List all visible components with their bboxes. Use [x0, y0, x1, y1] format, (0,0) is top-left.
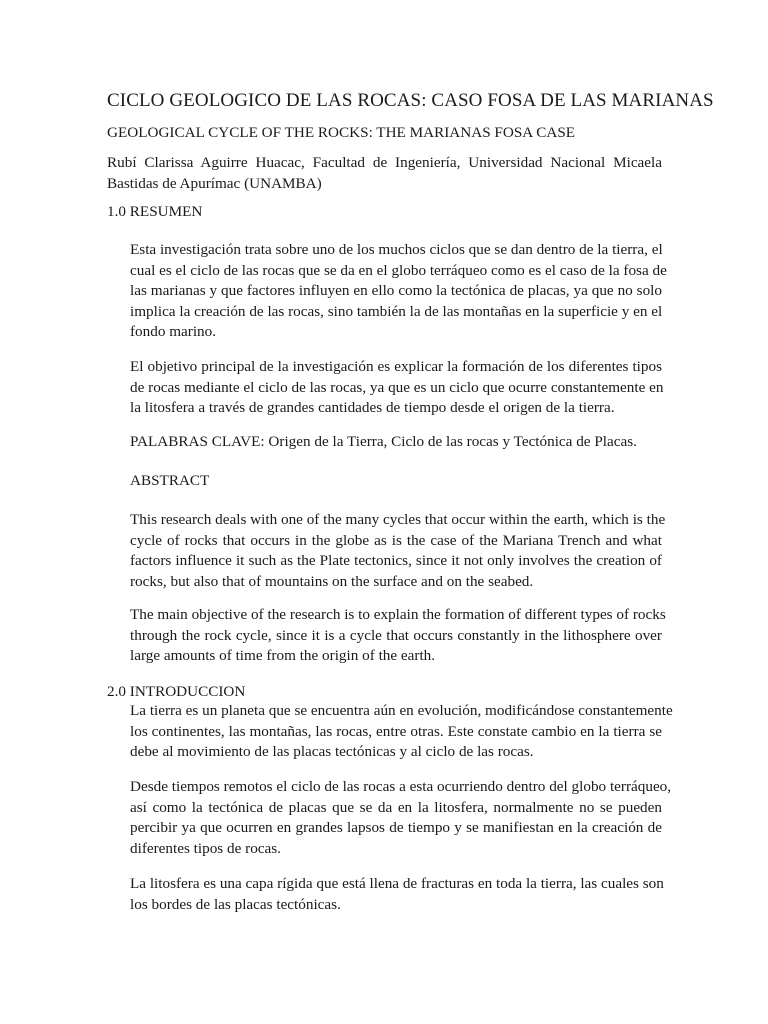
text-line: así como la tectónica de placas que se da en la litosfera, normalmente no se pueden — [130, 798, 662, 816]
introduccion-paragraph-3 — [130, 874, 662, 915]
keywords: PALABRAS CLAVE: Origen de la Tierra, Ciclo de las rocas y Tectónica de Placas. — [130, 433, 637, 450]
text-line: percibir ya que ocurren en grandes lapsos de tiempo y se manifiestan en la creación de — [130, 819, 662, 836]
text-line: El objetivo principal de la investigación es explicar la formación de los diferentes tipos — [130, 358, 662, 375]
text-line: cycle of rocks that occurs in the globe as is the case of the Mariana Trench and what — [130, 531, 662, 549]
abstract-paragraph-1 — [130, 510, 666, 592]
text-line: de rocas mediante el ciclo de las rocas, ya que es un ciclo que ocurre constantemente en — [130, 378, 664, 396]
paper-title: CICLO GEOLOGICO DE LAS ROCAS: CASO FOSA DE LAS MARIANAS — [107, 90, 714, 111]
text-line: La tierra es un planeta que se encuentra aún en evolución, modificándose constantemente — [130, 702, 673, 719]
section-heading-resumen: 1.0 RESUMEN — [107, 203, 203, 220]
text-line: los bordes de las placas tectónicas. — [130, 895, 341, 913]
text-line: debe al movimiento de las placas tectónicas y al ciclo de las rocas. — [130, 743, 534, 760]
text-line: Desde tiempos remotos el ciclo de las rocas a esta ocurriendo dentro del globo terráqueo, — [130, 778, 672, 795]
text-line: diferentes tipos de rocas. — [130, 839, 281, 857]
text-line: cual es el ciclo de las rocas que se da en el globo terráqueo como es el caso de la fosa de — [130, 261, 667, 279]
text-line: large amounts of time from the origin of the earth. — [130, 647, 436, 664]
paper-subtitle: GEOLOGICAL CYCLE OF THE ROCKS: THE MARIANAS FOSA CASE — [107, 124, 576, 141]
text-line: la litosfera a través de grandes cantidades de tiempo desde el origen de la tierra. — [130, 399, 615, 416]
introduccion-paragraph-2 — [130, 777, 672, 859]
abstract-paragraph-2 — [130, 605, 666, 667]
text-line: La litosfera es una capa rígida que está llena de fracturas en toda la tierra, las cuales son — [130, 875, 664, 892]
text-line: Esta investigación trata sobre uno de los muchos ciclos que se dan dentro de la tierra, el — [130, 241, 663, 258]
text-line: rocks, but also that of mountains on the surface and on the seabed. — [130, 572, 534, 590]
introduccion-paragraph-1 — [130, 701, 673, 763]
text-line: los continentes, las montañas, las rocas, entre otras. Este constate cambio en la tierra se — [130, 722, 662, 740]
text-line: implica la creación de las rocas, sino también la de las montañas en la superficie y en el — [130, 302, 663, 320]
resumen-paragraph-2 — [130, 357, 662, 419]
author-line: Bastidas de Apurímac (UNAMBA) — [107, 175, 322, 192]
text-line: This research deals with one of the many cycles that occur within the earth, which is the — [130, 511, 666, 528]
text-line: factors influence it such as the Plate tectonics, since it not only involves the creation of — [130, 552, 662, 569]
text-line: The main objective of the research is to explain the formation of different types of rocks — [130, 606, 666, 623]
text-line: las marianas y que factores influyen en ello como la tectónica de placas, ya que no solo — [130, 282, 662, 299]
author-line: Rubí Clarissa Aguirre Huacac, Facultad de Ingeniería, Universidad Nacional Micaela — [107, 154, 662, 171]
text-line: through the rock cycle, since it is a cycle that occurs constantly in the lithosphere over — [130, 626, 662, 644]
section-heading-introduccion: 2.0 INTRODUCCION — [107, 683, 246, 700]
text-line: fondo marino. — [130, 323, 217, 340]
author-affiliation — [107, 152, 662, 194]
abstract-heading: ABSTRACT — [130, 472, 210, 489]
resumen-paragraph-1 — [130, 240, 667, 343]
